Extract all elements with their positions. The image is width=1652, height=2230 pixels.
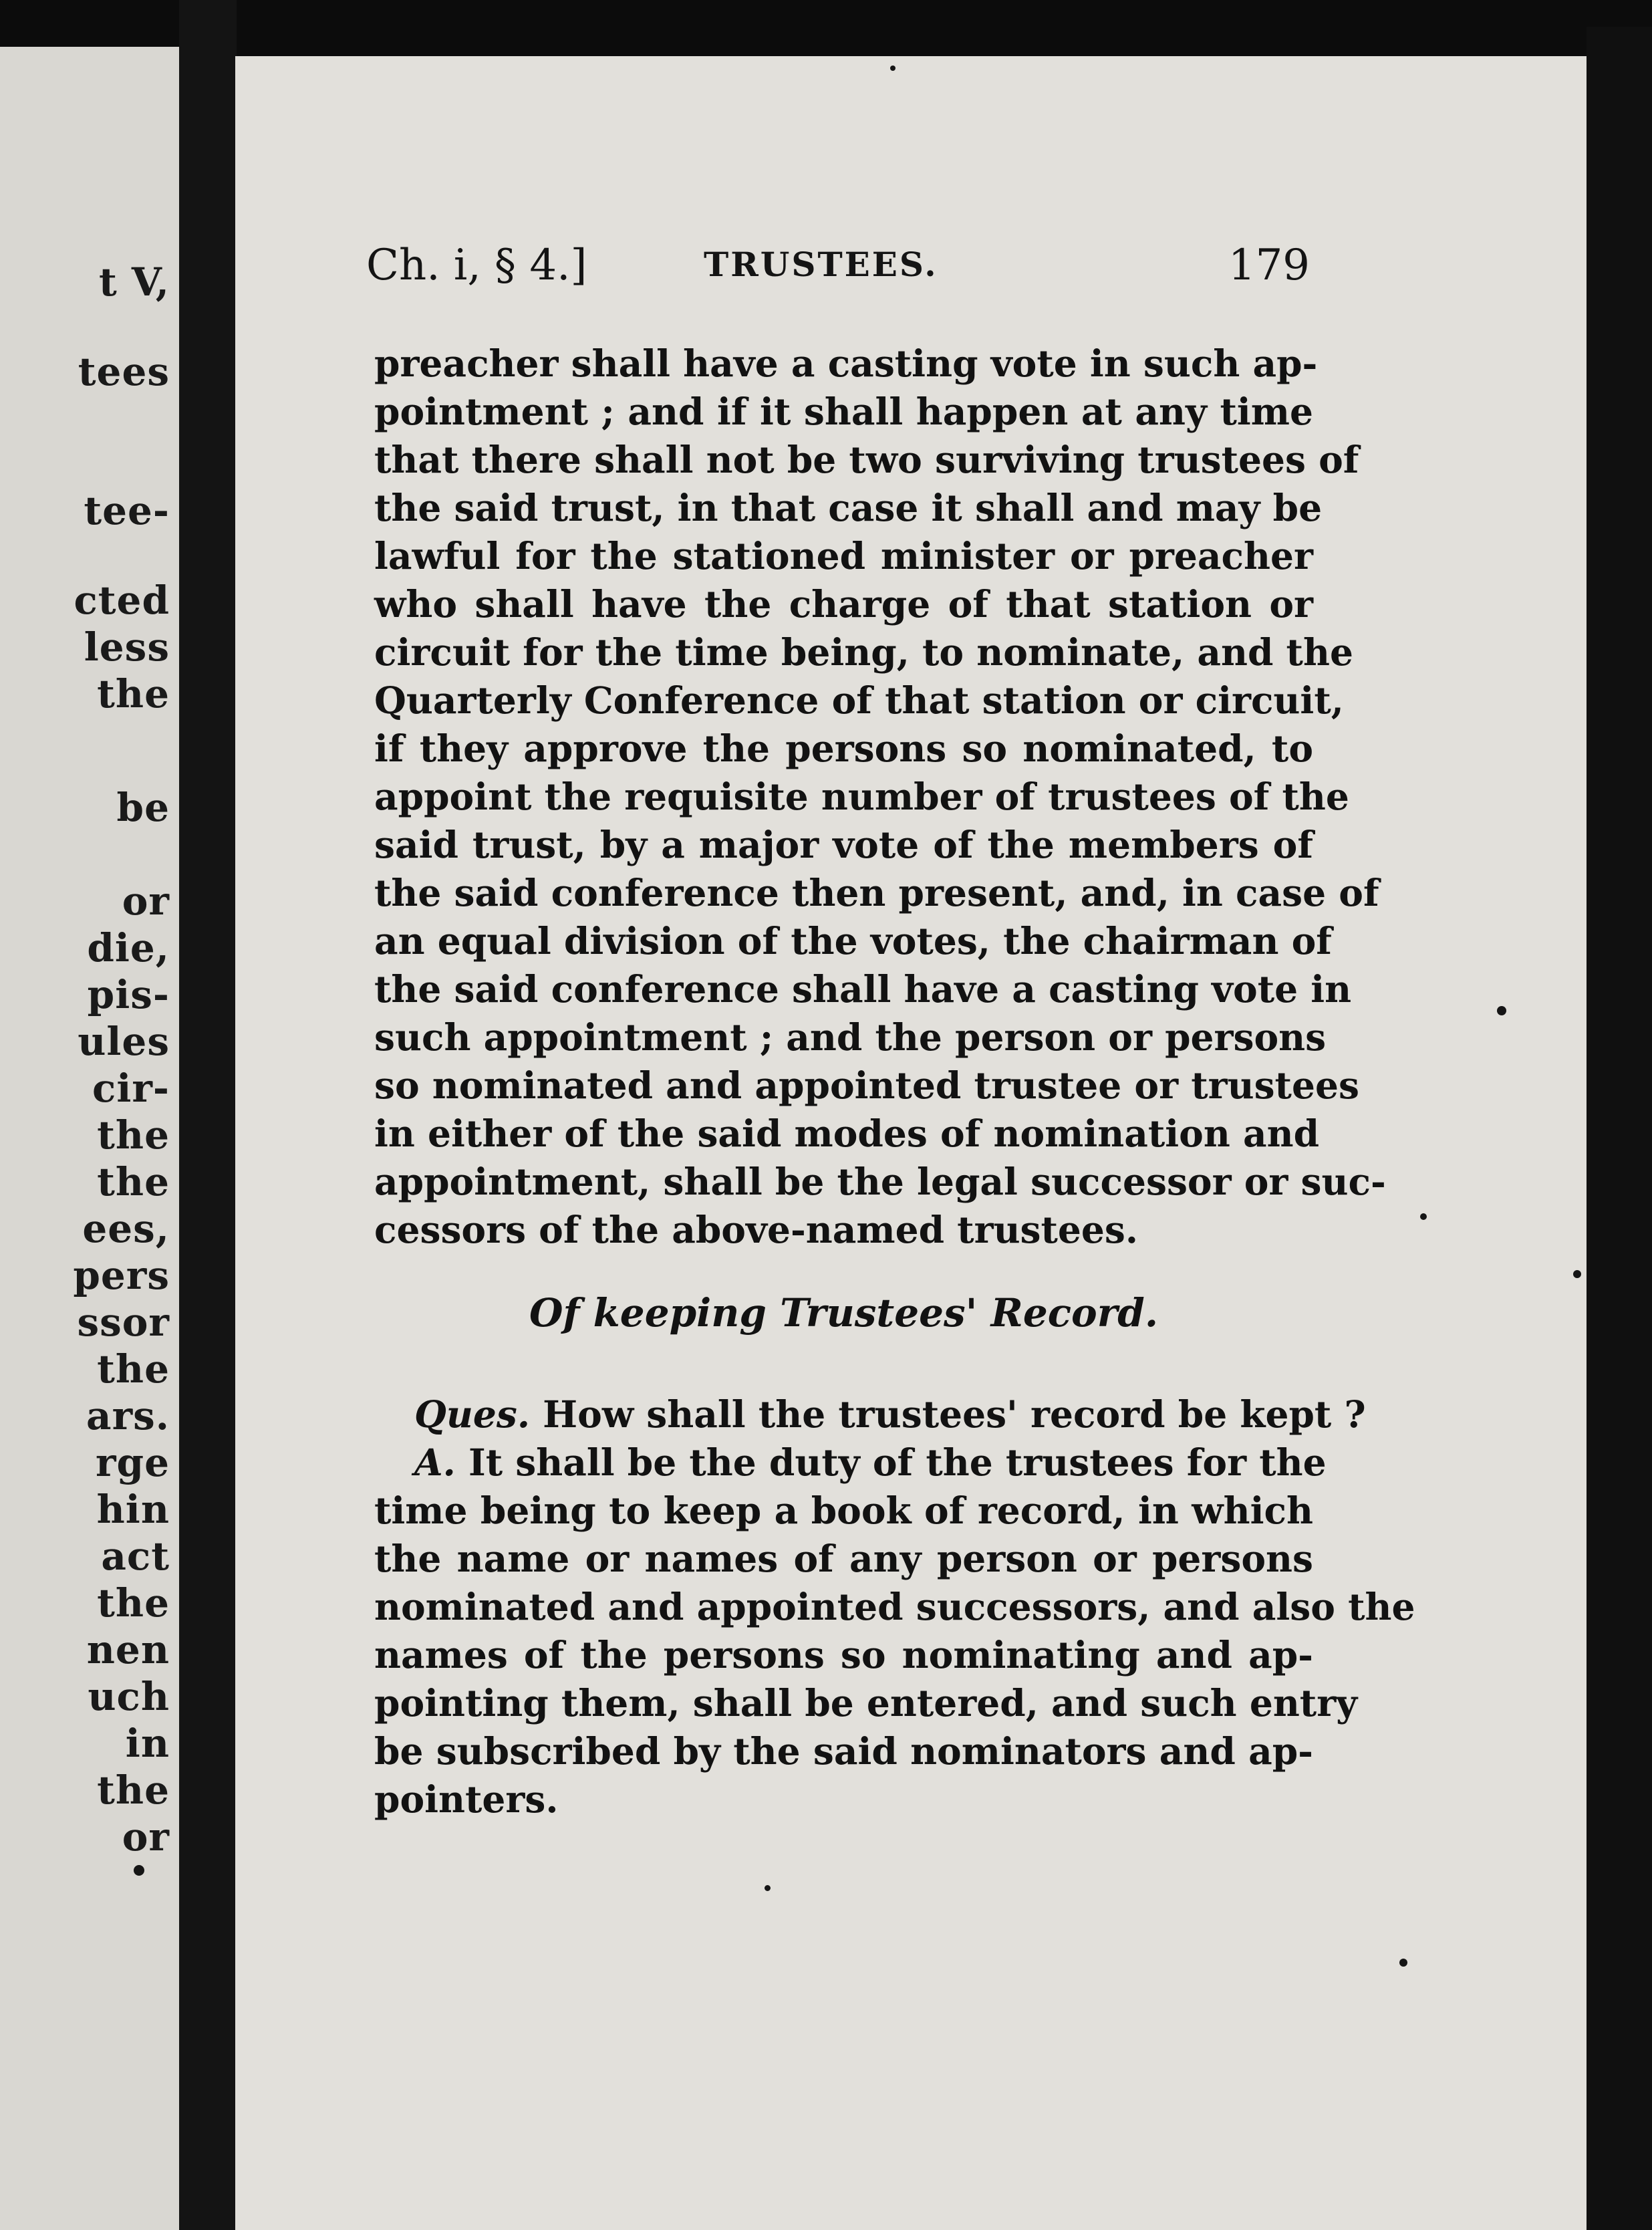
text-line: who shall have the charge of that station or	[374, 582, 1313, 626]
text-line: if they approve the persons so nominated, to	[374, 727, 1313, 770]
left-page-line: less	[84, 624, 170, 670]
text-line: Quarterly Conference of that station or circuit,	[374, 678, 1344, 722]
left-page-line: pers	[73, 1253, 170, 1298]
left-page-line: the	[97, 671, 170, 717]
text-line: circuit for the time being, to nominate, and the	[374, 630, 1353, 674]
text-line: such appointment ; and the person or persons	[374, 1015, 1327, 1059]
dust-speck	[890, 66, 896, 71]
text-line: the said conference shall have a casting vote in	[374, 967, 1352, 1011]
text-line: nominated and appointed successors, and also the	[374, 1585, 1415, 1628]
left-page-line: die,	[87, 925, 170, 971]
left-page-line: nen	[86, 1627, 170, 1672]
text-line: cessors of the above-named trustees.	[374, 1208, 1139, 1251]
text-line: so nominated and appointed trustee or trustees	[374, 1064, 1359, 1107]
left-page-line: hin	[96, 1487, 170, 1532]
left-page-line: uch	[88, 1674, 170, 1719]
left-page-line: rge	[95, 1440, 170, 1485]
running-header	[366, 241, 1310, 294]
page-number: 179	[1228, 241, 1310, 290]
dust-speck	[765, 1885, 771, 1891]
text-line: preacher shall have a casting vote in such ap-	[374, 342, 1318, 385]
dust-speck	[1420, 1213, 1427, 1220]
text-line: pointers.	[374, 1777, 559, 1821]
left-page-fragment	[0, 47, 179, 2230]
dust-speck	[1573, 1270, 1581, 1278]
book-gutter	[179, 0, 237, 2230]
left-page-line: the	[97, 1112, 170, 1158]
dust-speck	[134, 1865, 144, 1876]
text-line: in either of the said modes of nomination and	[374, 1112, 1320, 1155]
page-edge-shadow	[1587, 27, 1652, 2230]
text-line: time being to keep a book of record, in which	[374, 1489, 1313, 1532]
running-title: TRUSTEES.	[704, 245, 938, 284]
left-page-line: cted	[74, 578, 170, 623]
answer-line: A. It shall be the duty of the trustees for the	[414, 1441, 1327, 1484]
text-line: said trust, by a major vote of the members of	[374, 823, 1313, 866]
dust-speck	[1497, 1006, 1506, 1015]
left-page-line: the	[97, 1159, 170, 1205]
left-page-line: the	[97, 1346, 170, 1392]
text-line: appoint the requisite number of trustees of the	[374, 775, 1349, 818]
left-page-line: t V,	[98, 259, 170, 305]
left-page-line: the	[97, 1767, 170, 1813]
left-page-line: or	[122, 1814, 170, 1860]
text-line: be subscribed by the said nominators and ap-	[374, 1729, 1313, 1773]
left-page-line: ees,	[82, 1206, 170, 1251]
text-line: lawful for the stationed minister or preacher	[374, 534, 1313, 578]
dust-speck	[1399, 1959, 1407, 1967]
question-line: Ques. How shall the trustees' record be kept ?	[414, 1392, 1366, 1436]
section-heading: Of keeping Trustees' Record.	[529, 1290, 1159, 1336]
text-line: that there shall not be two surviving trustees of	[374, 438, 1359, 481]
text-line: names of the persons so nominating and ap-	[374, 1633, 1313, 1677]
text-line: pointment ; and if it shall happen at any time	[374, 390, 1313, 433]
text-line: pointing them, shall be entered, and such entry	[374, 1681, 1358, 1725]
chapter-reference: Ch. i, § 4.]	[366, 241, 587, 290]
text-line: the name or names of any person or persons	[374, 1537, 1313, 1580]
text-line: the said conference then present, and, in case of	[374, 871, 1379, 914]
left-page-line: cir-	[92, 1066, 170, 1111]
left-page-line: pis-	[87, 972, 170, 1017]
left-page-line: in	[125, 1721, 170, 1766]
left-page-line: or	[122, 878, 170, 924]
left-page-line: be	[116, 785, 170, 830]
left-page-line: ssor	[77, 1299, 170, 1345]
left-page-line: tee-	[84, 488, 170, 533]
left-page-line: ules	[78, 1019, 170, 1064]
left-page-line: the	[97, 1580, 170, 1626]
text-line: appointment, shall be the legal successor or suc-	[374, 1160, 1386, 1203]
text-line: an equal division of the votes, the chairman of	[374, 919, 1332, 963]
left-page-line: ars.	[86, 1393, 170, 1439]
bleed-through-text	[374, 1348, 1313, 1388]
text-line: the said trust, in that case it shall and may be	[374, 486, 1323, 529]
left-page-line: act	[101, 1533, 170, 1579]
left-page-line: tees	[78, 349, 170, 394]
